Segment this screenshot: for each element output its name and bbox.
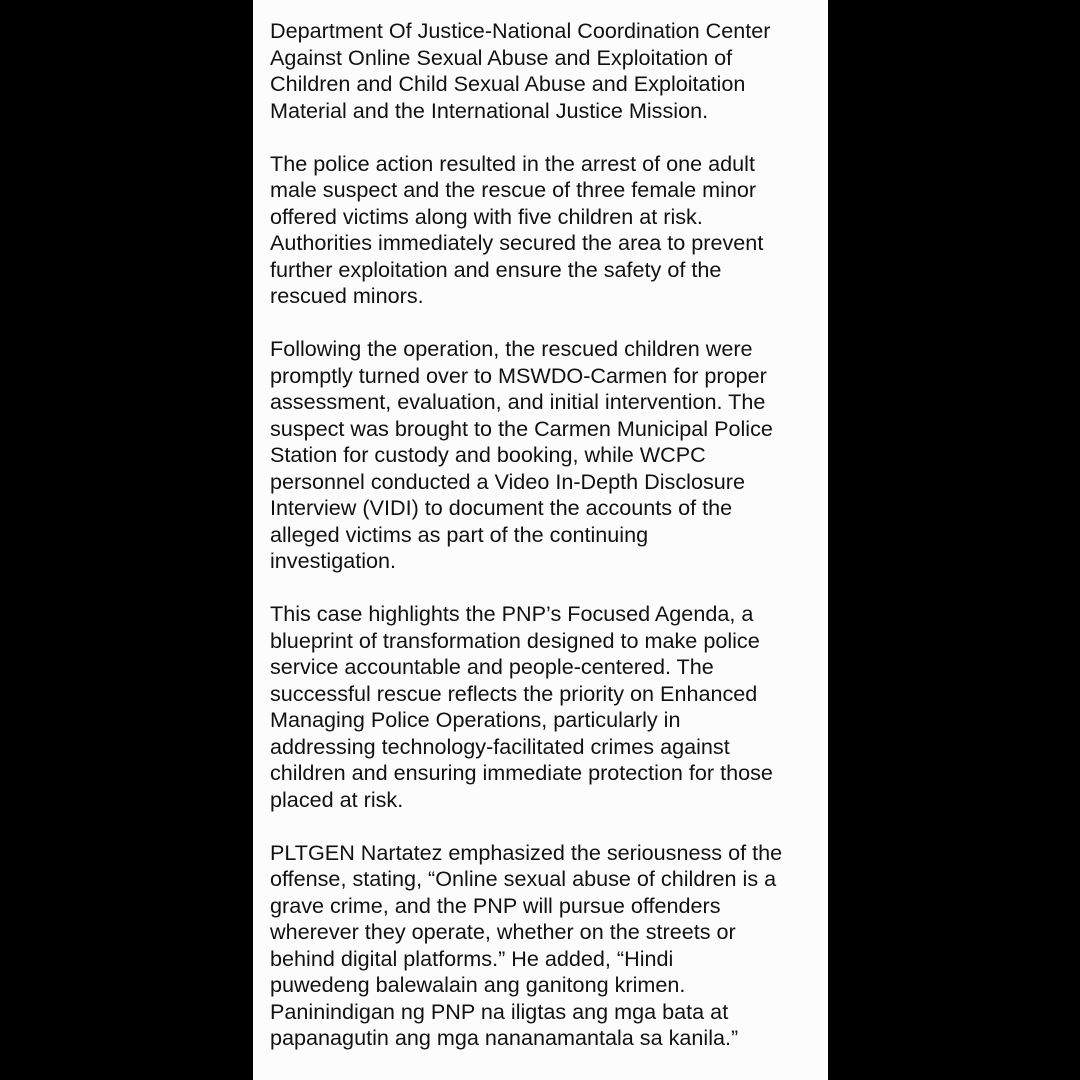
paragraph-focused-agenda: This case highlights the PNP’s Focused Agenda, a blueprint of transformation designed to make police service accountable and people-centered. The successful rescue reflects the priority on Enhanced Managing Police Operations, particularly in addressing technology-facilitated crimes against children and ensuring immediate protection for those placed at risk. xyxy=(270,601,773,812)
document-page[interactable] xyxy=(253,0,828,1080)
paragraph-intro-partners: Department Of Justice-National Coordination Center Against Online Sexual Abuse and Exploitation of Children and Child Sexual Abuse and Exploitation Material and the International Justice Mission. xyxy=(270,18,771,123)
document-body xyxy=(270,18,818,1052)
paragraph-following-operation: Following the operation, the rescued children were promptly turned over to MSWDO-Carmen for proper assessment, evaluation, and initial intervention. The suspect was brought to the Carmen Municipal Police Station for custody and booking, while WCPC personnel conducted a Video In-Depth Disclosure Interview (VIDI) to document the accounts of the alleged victims as part of the continuing investigation. xyxy=(270,336,773,573)
paragraph-pltgen-statement: PLTGEN Nartatez emphasized the seriousness of the offense, stating, “Online sexual abuse of children is a grave crime, and the PNP will pursue offenders wherever they operate, whether on the streets or behind digital platforms.” He added, “Hindi puwedeng balewalain ang ganitong krimen. Paninindigan ng PNP na iligtas ang mga bata at papanagutin ang mga nananamantala sa kanila.” xyxy=(270,839,783,1050)
paragraph-police-action: The police action resulted in the arrest of one adult male suspect and the rescue of three female minor offered victims along with five children at risk. Authorities immediately secured the area to prevent further exploitation and ensure the safety of the rescued minors. xyxy=(270,150,764,308)
